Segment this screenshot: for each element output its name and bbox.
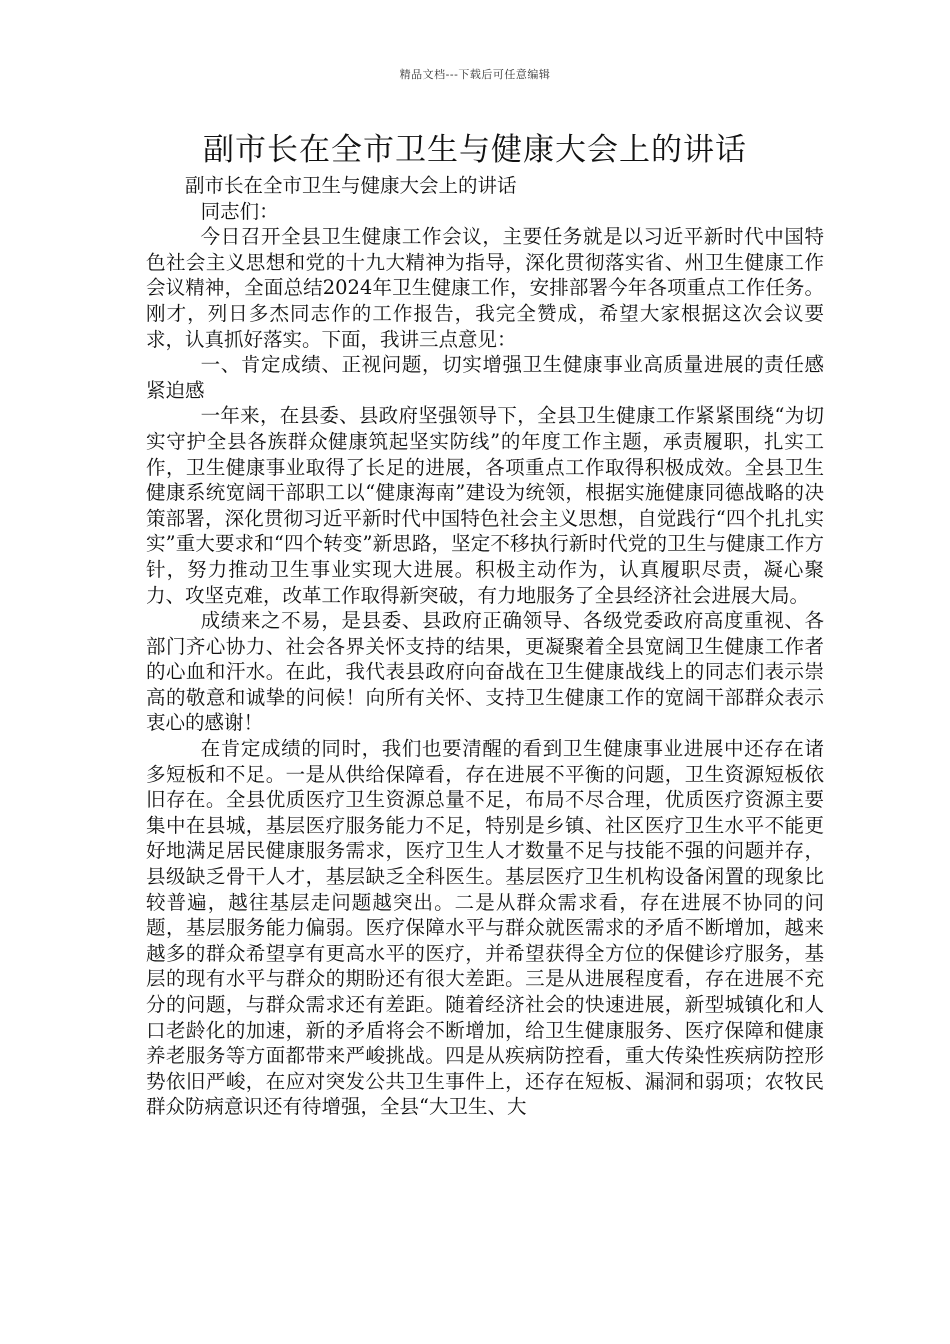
document-title: 副市长在全市卫生与健康大会上的讲话 xyxy=(203,132,747,168)
document-subtitle: 副市长在全市卫生与健康大会上的讲话 xyxy=(185,174,517,197)
paragraph-achievements: 一年来，在县委、县政府坚强领导下，全县卫生健康工作紧紧围绕“为切实守护全县各族群众健康筑起坚实防线”的年度工作主题，承责履职，扎实工作，卫生健康事业取得了长足的进展，各项重点工作取得积极成效。全县卫生健康系统宽阔干部职工以“健康海南”建设为统领，根据实施健康同德战略的决策部署，深化贯彻习近平新时代中国特色社会主义思想，自觉践行“四个扎扎实实”重大要求和“四个转变”新思路，坚定不移执行新时代党的卫生与健康工作方针，努力推动卫生事业实现大进展。积极主动作为，认真履职尽责，凝心聚力、攻坚克难，改革工作取得新突破，有力地服务了全县经济社会进展大局。 xyxy=(146,404,824,607)
paragraph-thanks: 成绩来之不易，是县委、县政府正确领导、各级党委政府高度重视、各部门齐心协力、社会各界关怀支持的结果，更凝聚着全县宽阔卫生健康工作者的心血和汗水。在此，我代表县政府向奋战在卫生健康战线上的同志们表示崇高的敬意和诚挚的问候！向所有关怀、支持卫生健康工作的宽阔干部群众表示衷心的感谢！ xyxy=(146,609,824,735)
paragraph-problems: 在肯定成绩的同时，我们也要清醒的看到卫生健康事业进展中还存在诸多短板和不足。一是从供给保障看，存在进展不平衡的问题，卫生资源短板依旧存在。全县优质医疗卫生资源总量不足，布局不尽合理，优质医疗资源主要集中在县城，基层医疗服务能力不足，特别是乡镇、社区医疗卫生水平不能更好地满足居民健康服务需求，医疗卫生人才数量不足与技能不强的问题并存，县级缺乏骨干人才，基层缺乏全科医生。基层医疗卫生机构设备闲置的现象比较普遍，越往基层走问题越突出。二是从群众需求看，存在进展不协同的问题，基层服务能力偏弱。医疗保障水平与群众就医需求的矛盾不断增加，越来越多的群众希望享有更高水平的医疗，并希望获得全方位的保健诊疗服务，基层的现有水平与群众的期盼还有很大差距。三是从进展程度看，存在进展不充分的问题，与群众需求还有差距。随着经济社会的快速进展，新型城镇化和人口老龄化的加速，新的矛盾将会不断增加，给卫生健康服务、医疗保障和健康养老服务等方面都带来严峻挑战。四是从疾病防控看，重大传染性疾病防控形势依旧严峻，在应对突发公共卫生事件上，还存在短板、漏洞和弱项；农牧民群众防病意识还有待增强，全县“大卫生、大 xyxy=(146,737,824,1119)
paragraph-intro: 今日召开全县卫生健康工作会议，主要任务就是以习近平新时代中国特色社会主义思想和党的十九大精神为指导，深化贯彻落实省、州卫生健康工作会议精神，全面总结2024年卫生健康工作，安排部署今年各项重点工作任务。刚才，列日多杰同志作的工作报告，我完全赞成，希望大家根据这次会议要求，认真抓好落实。下面，我讲三点意见： xyxy=(146,225,824,351)
salutation: 同志们： xyxy=(200,199,279,223)
section-heading-1: 一、肯定成绩、正视问题，切实增强卫生健康事业高质量进展的责任感紧迫感 xyxy=(146,353,824,402)
document-body xyxy=(146,173,824,1120)
header-note: 精品文档---下载后可任意编辑 xyxy=(399,68,551,81)
